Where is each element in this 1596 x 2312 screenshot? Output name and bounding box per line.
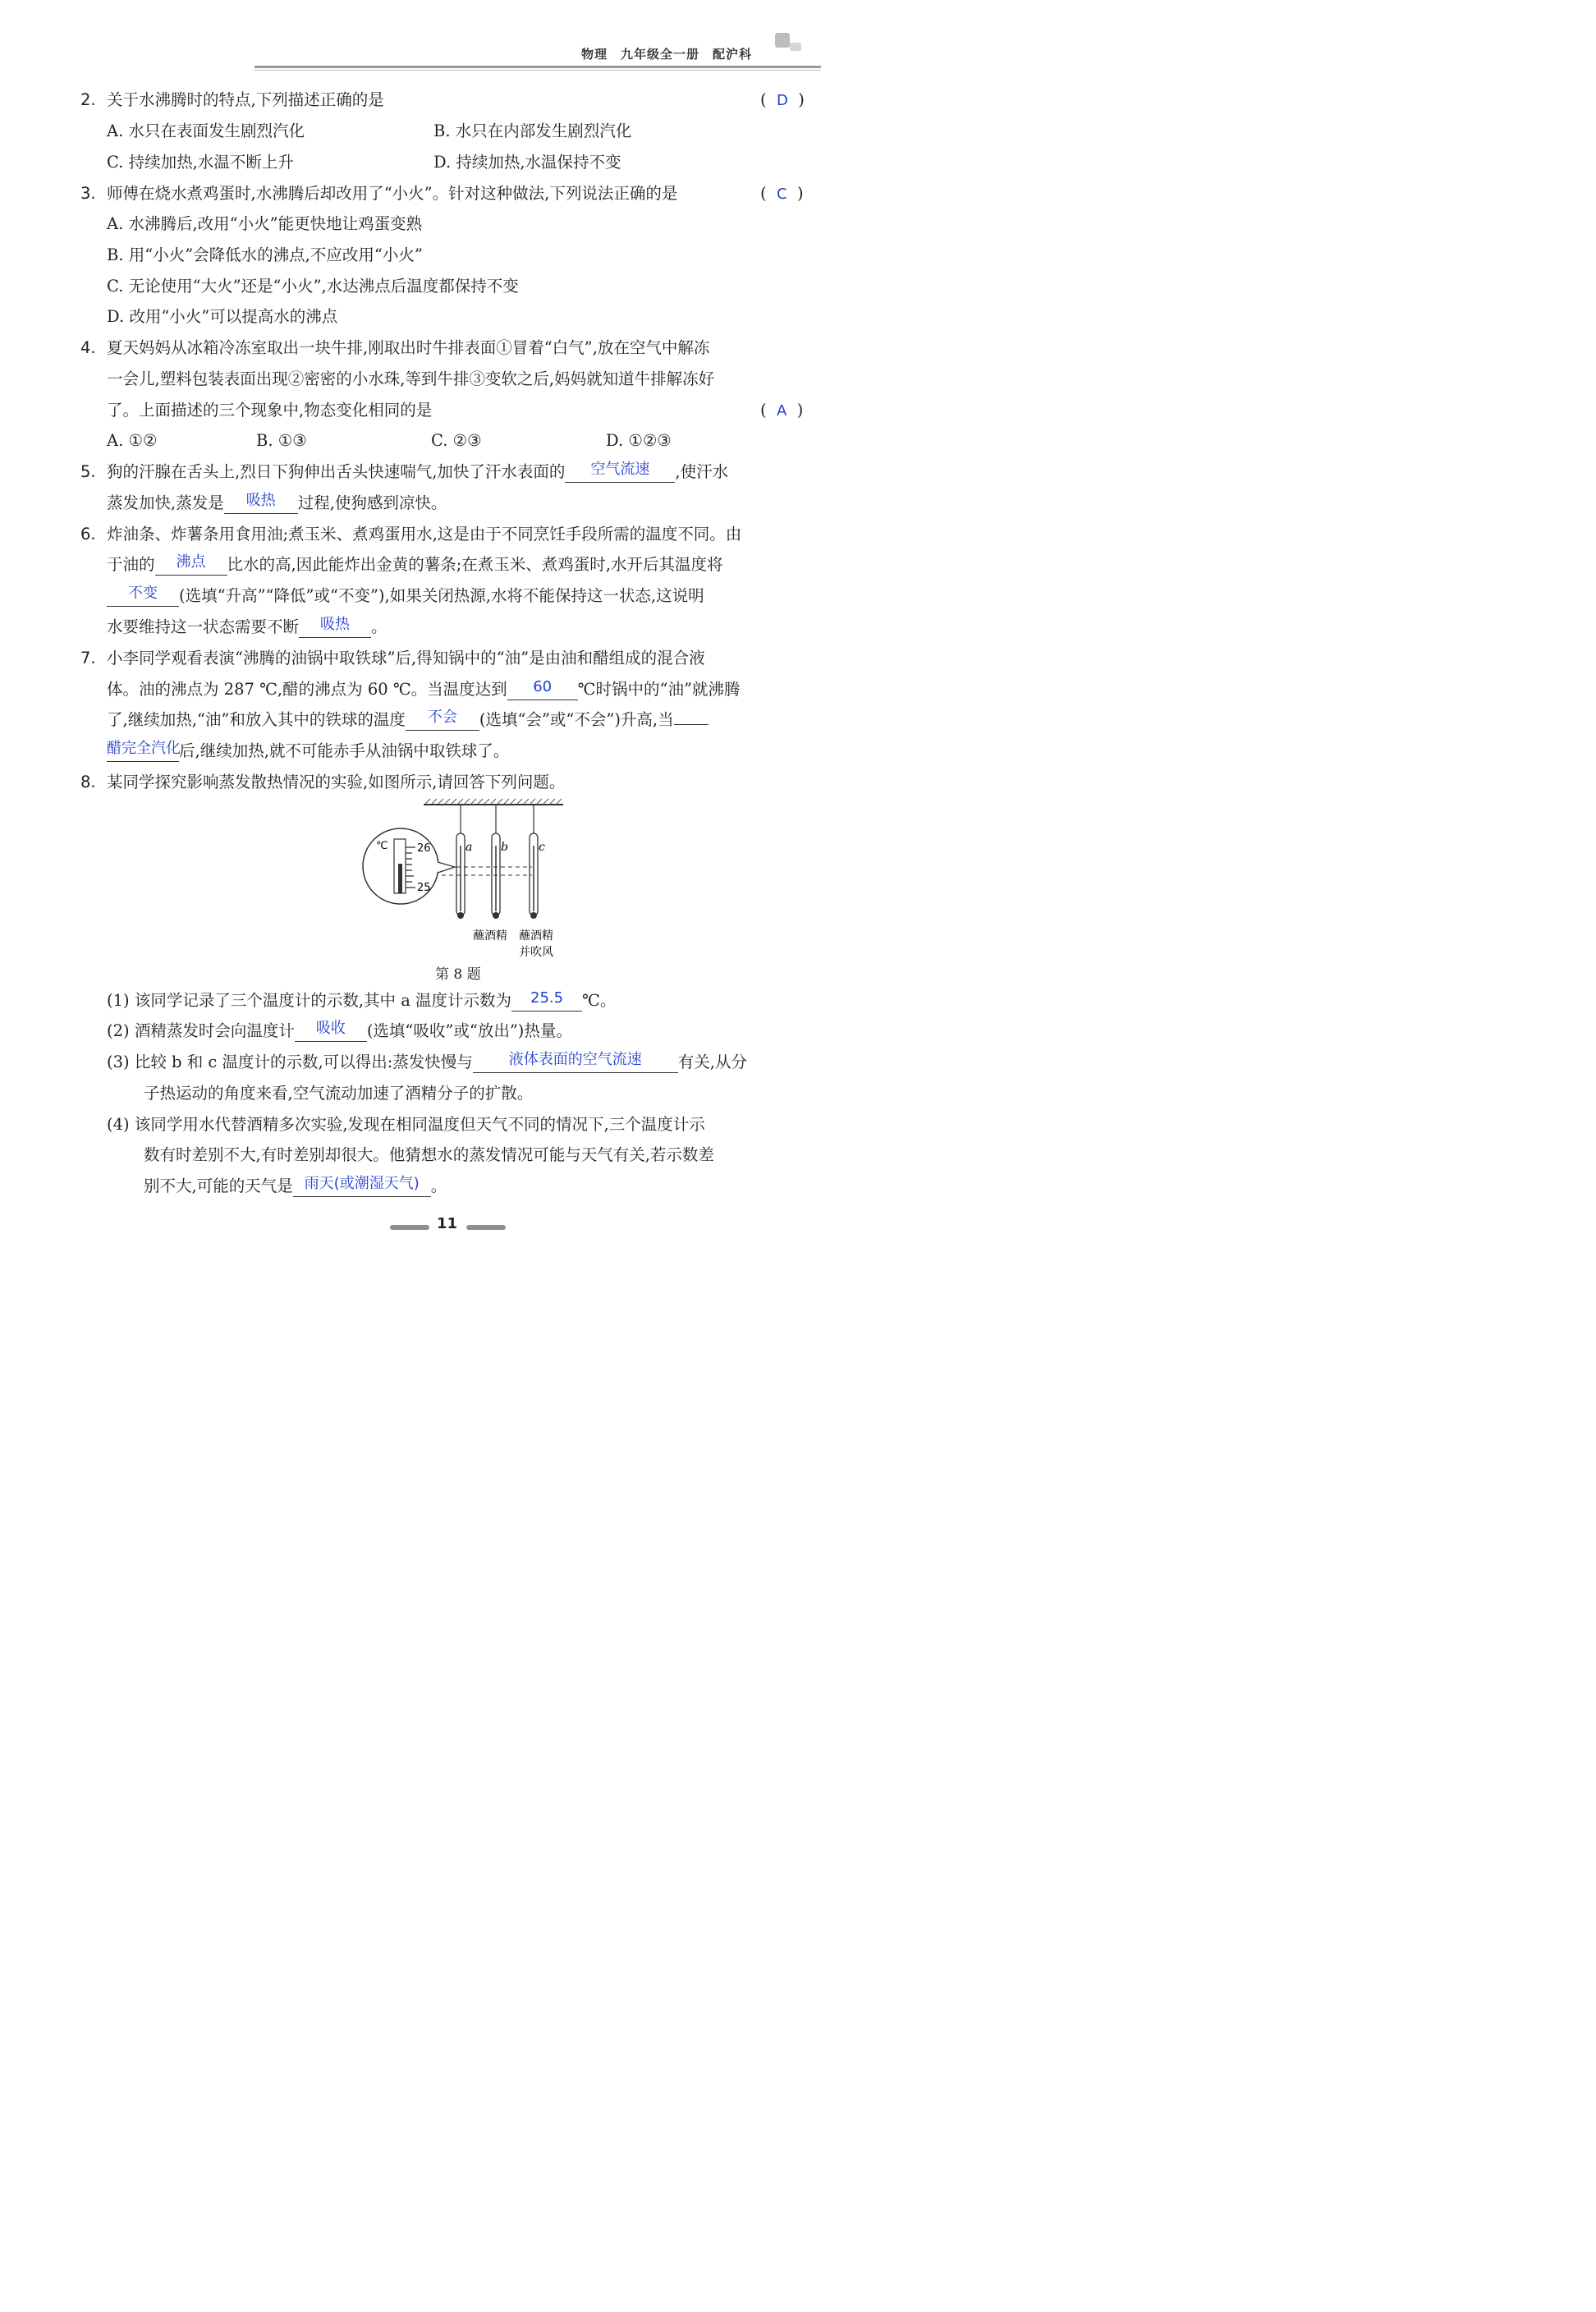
q6-line-1: 炸油条、炸薯条用食用油;煮玉米、煮鸡蛋用水,这是由于不同烹饪手段所需的温度不同。由 <box>107 525 742 544</box>
q2-option-c: C. 持续加热,水温不断上升 <box>107 153 294 172</box>
q4-answer-box: ( A ) <box>760 401 804 420</box>
q4-number: 4. <box>80 338 96 357</box>
q4-option-d: D. ①②③ <box>606 431 672 450</box>
q7-blank-3 <box>107 742 179 762</box>
header-rule <box>255 66 821 68</box>
q3-answer: C <box>777 186 787 203</box>
q5-answer-2: 吸热 <box>245 492 276 509</box>
footer-bar-right <box>466 1225 506 1230</box>
q4-line-1: 夏天妈妈从冰箱冷冻室取出一块牛排,刚取出时牛排表面①冒着“白气”,放在空气中解冻 <box>107 338 710 357</box>
q6-line-2: 于油的 沸点 比水的高,因此能炸出金黄的薯条;在煮玉米、煮鸡蛋时,水开后其温度将 <box>107 553 723 574</box>
label-c-wind: 并吹风 <box>519 946 553 959</box>
q8-part-4-cont2: 别不大,可能的天气是 雨天(或潮湿天气) 。 <box>144 1175 447 1195</box>
q8-number: 8. <box>80 773 96 791</box>
label-b: b <box>501 841 508 854</box>
ceiling-support <box>424 799 563 805</box>
label-a: a <box>466 841 473 854</box>
q4-answer: A <box>777 402 787 420</box>
q4-option-a: A. ①② <box>107 431 158 450</box>
q7-line-3: 了,继续加热,“油”和放入其中的铁球的温度 不会 (选填“会”或“不会”)升高,当 <box>107 710 709 731</box>
q7-line-2: 体。油的沸点为 287 ℃,醋的沸点为 60 ℃。当温度达到 60 ℃时锅中的“油”就沸腾 <box>107 678 741 699</box>
label-c: c <box>539 841 545 854</box>
header-decoration <box>775 33 790 48</box>
footer-bar-left <box>390 1225 429 1230</box>
q2-answer-box: ( D ) <box>760 90 805 109</box>
figure-caption: 第 8 题 <box>435 966 481 983</box>
q8-stem: 某同学探究影响蒸发散热情况的实验,如图所示,请回答下列问题。 <box>107 773 566 791</box>
q2-option-d: D. 持续加热,水温保持不变 <box>433 153 621 172</box>
q8-part-4: (4) 该同学用水代替酒精多次实验,发现在相同温度但天气不同的情况下,三个温度计示 <box>107 1115 705 1134</box>
header-decoration-small <box>790 43 801 51</box>
q6-answer-2: 不变 <box>128 585 158 602</box>
thermometer-c <box>530 833 538 919</box>
q5-line-2: 蒸发加快,蒸发是 吸热 过程,使狗感到凉快。 <box>107 492 447 512</box>
q6-answer-3: 吸热 <box>320 616 351 633</box>
tick-25: 25 <box>417 882 431 894</box>
q5-line-1: 狗的汗腺在舌头上,烈日下狗伸出舌头快速喘气,加快了汗水表面的 空气流速 ,使汗水 <box>107 461 729 481</box>
q8-answer-4: 雨天(或潮湿天气) <box>304 1175 420 1192</box>
q8-answer-3: 液体表面的空气流速 <box>508 1051 642 1068</box>
q8-part-1: (1) 该同学记录了三个温度计的示数,其中 a 温度计示数为 25.5 ℃。 <box>107 989 617 1010</box>
q8-blank-1 <box>511 989 582 1012</box>
q7-answer-3: 醋完全汽化 <box>107 740 181 757</box>
q4-line-2: 一会儿,塑料包装表面出现②密密的小水珠,等到牛排③变软之后,妈妈就知道牛排解冻好 <box>107 369 715 388</box>
q7-line-1: 小李同学观看表演“沸腾的油锅中取铁球”后,得知锅中的“油”是由油和醋组成的混合液 <box>107 649 705 667</box>
q7-blank-3-start <box>674 724 709 725</box>
q8-part-3: (3) 比较 b 和 c 温度计的示数,可以得出:蒸发快慢与 液体表面的空气流速 有关,从分 <box>107 1051 747 1071</box>
q4-option-c: C. ②③ <box>431 431 482 450</box>
q6-blank-2 <box>107 587 179 607</box>
q8-part-4-cont1: 数有时差别不大,有时差别却很大。他猜想水的蒸发情况可能与天气有关,若示数差 <box>144 1145 714 1164</box>
q8-blank-4 <box>293 1177 431 1197</box>
q5-blank-2 <box>224 494 298 514</box>
q7-answer-1: 60 <box>533 678 553 695</box>
thermometer-b <box>492 833 500 919</box>
q3-option-d: D. 改用“小火”可以提高水的沸点 <box>107 307 338 326</box>
q3-option-a: A. 水沸腾后,改用“小火”能更快地让鸡蛋变熟 <box>107 214 423 233</box>
q4-line-3: 了。上面描述的三个现象中,物态变化相同的是 <box>107 401 433 420</box>
q7-line-4: 醋完全汽化后,继续加热,就不可能赤手从油锅中取铁球了。 <box>107 740 510 760</box>
magnifier-callout <box>363 828 455 904</box>
q2-number: 2. <box>80 90 96 109</box>
header-rule-thin <box>255 70 821 71</box>
q6-answer-1: 沸点 <box>176 553 206 571</box>
q8-answer-1: 25.5 <box>530 989 564 1007</box>
q3-answer-box: ( C ) <box>760 184 804 203</box>
thermometer-a <box>456 833 465 919</box>
q7-blank-1 <box>507 678 578 700</box>
q8-part-3-cont: 子热运动的角度来看,空气流动加速了酒精分子的扩散。 <box>144 1084 534 1103</box>
tick-26: 26 <box>417 842 431 855</box>
q2-option-b: B. 水只在内部发生剧烈汽化 <box>433 122 632 140</box>
q8-blank-2 <box>295 1022 367 1042</box>
label-b-alcohol: 蘸酒精 <box>473 929 507 943</box>
header-title: 物理 九年级全一册 配沪科 <box>581 47 753 62</box>
q4-option-b: B. ①③ <box>256 431 307 450</box>
q3-option-c: C. 无论使用“大火”还是“小火”,水达沸点后温度都保持不变 <box>107 277 519 296</box>
q6-line-3: 不变 (选填“升高”“降低”或“不变”),如果关闭热源,水将不能保持这一状态,这说明 <box>107 586 704 607</box>
q8-answer-2: 吸收 <box>315 1020 346 1037</box>
q2-option-a: A. 水只在表面发生剧烈汽化 <box>107 122 305 140</box>
q6-line-4: 水要维持这一状态需要不断 吸热 。 <box>107 616 388 636</box>
page-number: 11 <box>437 1215 458 1232</box>
q7-answer-2: 不会 <box>427 709 457 726</box>
q5-number: 5. <box>80 462 96 481</box>
q7-blank-2 <box>406 711 479 731</box>
q7-number: 7. <box>80 649 96 667</box>
q2-stem: 关于水沸腾时的特点,下列描述正确的是 <box>107 90 384 109</box>
label-c-alcohol: 蘸酒精 <box>519 929 553 943</box>
q2-answer: D <box>777 92 788 109</box>
q3-option-b: B. 用“小火”会降低水的沸点,不应改用“小火” <box>107 245 423 264</box>
q8-part-2: (2) 酒精蒸发时会向温度计 吸收 (选填“吸收”或“放出”)热量。 <box>107 1020 572 1040</box>
q5-answer-1: 空气流速 <box>590 461 650 478</box>
q8-blank-3 <box>473 1053 678 1073</box>
q3-number: 3. <box>80 184 96 203</box>
q6-blank-1 <box>155 553 227 576</box>
unit-celsius: ℃ <box>376 840 388 852</box>
q5-blank-1 <box>565 463 675 483</box>
q6-blank-3 <box>299 618 371 638</box>
q8-figure <box>353 796 575 961</box>
q3-stem: 师傅在烧水煮鸡蛋时,水沸腾后却改用了“小火”。针对这种做法,下列说法正确的是 <box>107 184 678 203</box>
q6-number: 6. <box>80 525 96 544</box>
